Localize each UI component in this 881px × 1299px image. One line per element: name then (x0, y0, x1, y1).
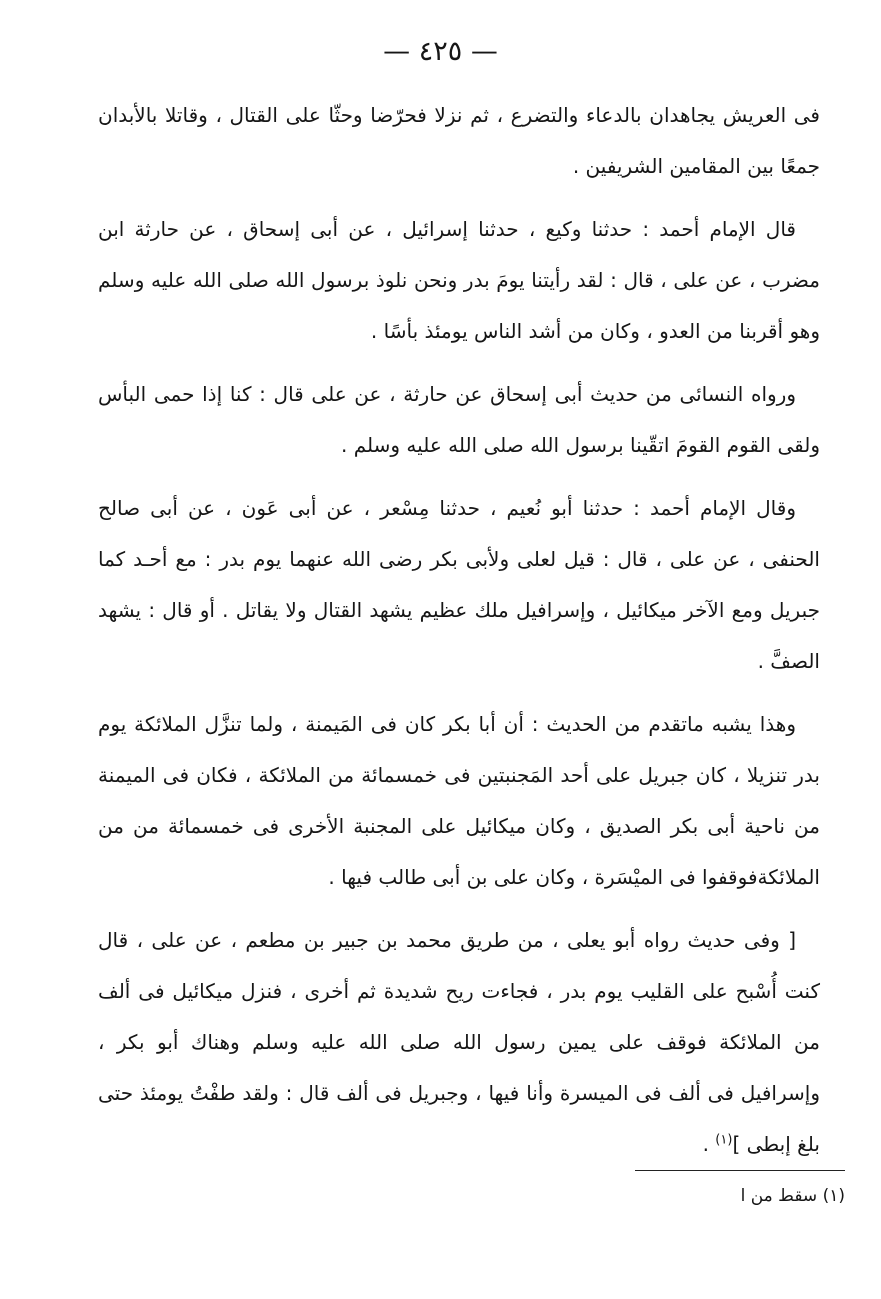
page-number: — ٤٢٥ — (383, 36, 498, 67)
footnote-marker: (١) (715, 1132, 733, 1148)
paragraph: فى العريش يجاهدان بالدعاء والتضرع ، ثم نزلا فحرّضا وحثّا على القتال ، وقاتلا بالأبدان جمعًا بين المقامين الشريفين . (98, 103, 820, 178)
paragraph: ورواه النسائى من حديث أبى إسحاق عن حارثة ، عن على قال : كنا إذا حمى البأس ولقى القوم القومَ اتقّينا برسول الله صلى الله عليه وسلم . (98, 382, 820, 457)
paragraph: وقال الإمام أحمد : حدثنا أبو نُعيم ، حدثنا مِسْعر ، عن أبى عَون ، عن أبى صالح الحنفى ، عن على ، قال : قيل لعلى ولأبى بكر رضى الله عنهما يوم بدر : مع أحـد كما جبريل ومع الآخر ميكائيل ، وإسرافيل ملك عظيم يشهد القتال ولا يقاتل . أو قال : يشهد الصفَّ . (98, 496, 820, 673)
paragraph: قال الإمام أحمد : حدثنا وكيع ، حدثنا إسرائيل ، عن أبى إسحاق ، عن حارثة ابن مضرب ، عن على ، قال : لقد رأيتنا يومَ بدر ونحن نلوذ برسول الله صلى الله عليه وسلم وهو أقربنا من العدو ، وكان من أشد الناس يومئذ بأسًا . (98, 217, 820, 343)
paragraph: وهذا يشبه ماتقدم من الحديث : أن أبا بكر كان فى المَيمنة ، ولما تنزَّل الملائكة يوم بدر تنزيلا ، كان جبريل على أحد المَجنبتين فى خمسمائة من الملائكة ، فكان فى الميمنة من ناحية أبى بكر الصديق ، وكان ميكائيل على المجنبة الأخرى فى خمسمائة من من الملائكةفوقفوا فى الميْسَرة ، وكان على بن أبى طالب فيها . (98, 712, 820, 889)
paragraph-text: [ وفى حديث رواه أبو يعلى ، من طريق محمد بن جبير بن مطعم ، عن على ، قال كنت أُسْبح على القليب يوم بدر ، فجاءت ريح شديدة ثم أخرى ، فنزل ميكائيل فى ألف من الملائكة فوقف على يمين رسول الله صلى الله عليه وسلم وهناك أبو بكر ، وإسرافيل فى ألف فى الميسرة وأنا فيها ، وجبريل فى ألف قال : ولقد طفْتُ يومئذ حتى بلغ إبطى ] (98, 928, 820, 1156)
main-text (98, 90, 820, 1182)
paragraph-with-note: [ وفى حديث رواه أبو يعلى ، من طريق محمد بن جبير بن مطعم ، عن على ، قال كنت أُسْبح على القليب يوم بدر ، فجاءت ريح شديدة ثم أخرى ، فنزل ميكائيل فى ألف من الملائكة فوقف على يمين رسول الله صلى الله عليه وسلم وهناك أبو بكر ، وإسرافيل فى ألف فى الميسرة وأنا فيها ، وجبريل فى ألف قال : ولقد طفْتُ يومئذ حتى بلغ إبطى ]$^{(١)}$ . (98, 928, 820, 1156)
footnote: (١) سقط من ا (740, 1186, 845, 1206)
footnote-divider (635, 1170, 845, 1171)
